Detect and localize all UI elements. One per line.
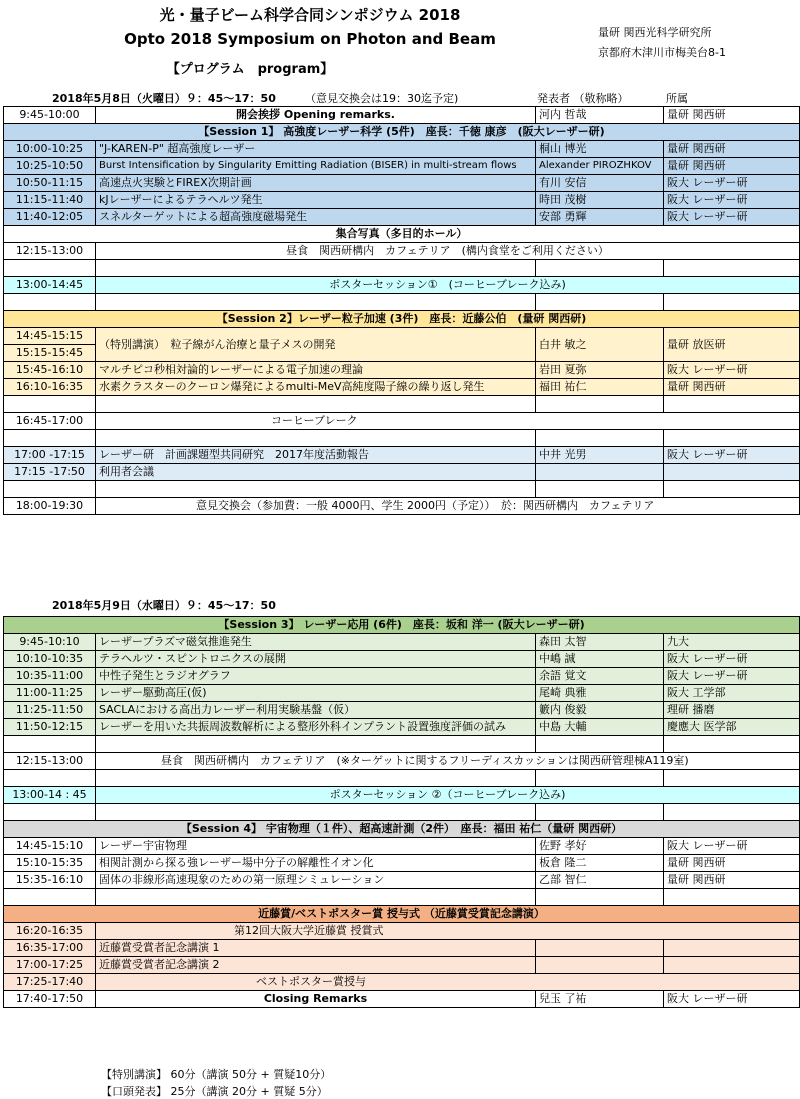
table-row: 14:45-15:15 （特別講演） 粒子線がん治療と量子メスの開発 白井 敏之 量研 放医研 <box>4 328 800 345</box>
blank-row <box>4 770 800 787</box>
table-row: 17:25-17:40 ベストポスター賞授与 <box>4 974 800 991</box>
session3-header: 【Session 3】 レーザー応用 (6件) 座長：坂和 洋一 (阪大レーザー研) <box>4 617 800 634</box>
table-row: 17:00-17:25 近藤賞受賞者記念講演 2 <box>4 957 800 974</box>
table-row: 10:25-10:50 Burst Intensification by Singularity Emitting Radiation (BISER) in multi-stream flows Alexander PIROZHKOV 量研 関西研 <box>4 158 800 175</box>
subtitle: 【プログラム program】 <box>166 62 334 77</box>
session2-header: 【Session 2】レーザー粒子加速 (3件) 座長：近藤公伯 (量研 関西研) <box>4 311 800 328</box>
table-row: 10:35-11:00 中性子発生とラジオグラフ 余語 覚文 阪大 レーザー研 <box>4 668 800 685</box>
group-photo-row: 集合写真（多目的ホール） <box>4 226 800 243</box>
title-jp: 光・量子ビーム科学合同シンポジウム 2018 <box>159 6 461 24</box>
table-row: 11:40-12:05 スネルターゲットによる超高強度磁場発生 安部 勇輝 阪大 レーザー研 <box>4 209 800 226</box>
session1-header: 【Session 1】 高強度レーザー科学 (5件) 座長：千徳 康彦 (阪大レーザー研) <box>4 124 800 141</box>
table-row: 16:10-16:35 水素クラスターのクーロン爆発によるmulti-MeV高純度陽子線の繰り返し発生 福田 祐仁 量研 関西研 <box>4 379 800 396</box>
table-row: 11:25-11:50 SACLAにおける高出力レーザー利用実験基盤（仮） 籔内 俊毅 理研 播磨 <box>4 702 800 719</box>
table-row: 17:15 -17:50 利用者会議 <box>4 464 800 481</box>
table-row: 16:35-17:00 近藤賞受賞者記念講演 1 <box>4 940 800 957</box>
blank-row <box>4 430 800 447</box>
institute-name: 量研 関西光科学研究所 <box>598 26 712 39</box>
table-row: 17:40-17:50 Closing Remarks 兒玉 了祐 阪大 レーザー研 <box>4 991 800 1008</box>
session4-header: 【Session 4】 宇宙物理（１件）、超高速計測（2件） 座長：福田 祐仁（量研 関西研） <box>4 821 800 838</box>
table-row: 11:00-11:25 レーザー駆動高圧(仮) 尾崎 典雅 阪大 工学部 <box>4 685 800 702</box>
table-row: 10:50-11:15 高速点火実験とFIREX次期計画 有川 安信 阪大 レーザー研 <box>4 175 800 192</box>
table-row: 14:45-15:10 レーザー宇宙物理 佐野 孝好 阪大 レーザー研 <box>4 838 800 855</box>
table-row: 17:00 -17:15 レーザー研 計画課題型共同研究 2017年度活動報告 中井 光男 阪大 レーザー研 <box>4 447 800 464</box>
day1-date: 2018年5月8日（火曜日）９：45〜17：50 <box>52 92 276 105</box>
day2-program-table <box>3 616 800 1008</box>
table-row: 11:50-12:15 レーザーを用いた共振周波数解析による整形外科インプラント設置強度評価の試み 中島 大輔 慶應大 医学部 <box>4 719 800 736</box>
title-en: Opto 2018 Symposium on Photon and Beam <box>124 30 496 48</box>
table-row: 11:15-11:40 kJレーザーによるテラヘルツ発生 時田 茂樹 阪大 レーザー研 <box>4 192 800 209</box>
institute-address: 京都府木津川市梅美台8-1 <box>598 46 726 59</box>
blank-row <box>4 396 800 413</box>
note-oral-presentation: 【口頭発表】 25分（講演 20分 + 質疑 5分） <box>101 1085 328 1098</box>
table-row: 18:00-19:30 意見交換会（参加費：一般 4000円、学生 2000円（予定）） 於：関西研構内 カフェテリア <box>4 498 800 515</box>
blank-row <box>4 889 800 906</box>
table-row: 10:00-10:25 "J-KAREN-P" 超高強度レーザー 桐山 博光 量研 関西研 <box>4 141 800 158</box>
table-row: 15:35-16:10 固体の非線形高速現象のための第一原理シミュレーション 乙部 智仁 量研 関西研 <box>4 872 800 889</box>
table-row: 16:20-16:35 第12回大阪大学近藤賞 授賞式 <box>4 923 800 940</box>
table-row: 10:10-10:35 テラヘルツ・スピントロニクスの展開 中嶋 誠 阪大 レーザー研 <box>4 651 800 668</box>
poster-session-row: 13:00-14:45 ポスターセッション① (コーヒーブレーク込み) <box>4 277 800 294</box>
table-row: 12:15-13:00 昼食 関西研構内 カフェテリア (構内食堂をご利用ください） <box>4 243 800 260</box>
table-row: 15:10-15:35 相関計測から探る強レーザー場中分子の解離性イオン化 板倉 隆二 量研 関西研 <box>4 855 800 872</box>
day2-date: 2018年5月9日（水曜日）９：45〜17：50 <box>52 599 276 612</box>
col-presenter: 発表者 （敬称略） <box>537 92 629 105</box>
day1-note: （意見交換会は19：30迄予定) <box>305 92 459 105</box>
poster-session-row: 13:00-14 : 45 ポスターセッション ②（コーヒーブレーク込み) <box>4 787 800 804</box>
table-row: 15:45-16:10 マルチピコ秒相対論的レーザーによる電子加速の理論 岩田 夏弥 阪大 レーザー研 <box>4 362 800 379</box>
table-row: 9:45-10:10 レーザープラズマ磁気推進発生 森田 太智 九大 <box>4 634 800 651</box>
coffee-break-row: 16:45-17:00 コーヒーブレーク <box>4 413 800 430</box>
day1-program-table <box>3 106 800 515</box>
note-special-lecture: 【特別講演】 60分（講演 50分 + 質疑10分） <box>101 1068 332 1081</box>
blank-row <box>4 481 800 498</box>
blank-row <box>4 736 800 753</box>
blank-row <box>4 260 800 277</box>
table-row: 12:15-13:00 昼食 関西研構内 カフェテリア (※ターゲットに関するフリーディスカッションは関西研管理棟A119室) <box>4 753 800 770</box>
table-row: 9:45-10:00 開会挨拶 Opening remarks. 河内 哲哉 量研 関西研 <box>4 107 800 124</box>
blank-row <box>4 294 800 311</box>
blank-row <box>4 804 800 821</box>
col-affiliation: 所属 <box>666 92 688 105</box>
session5-header: 近藤賞/ベストポスター賞 授与式 （近藤賞受賞記念講演） <box>4 906 800 923</box>
table-row: 15:15-15:45 <box>4 345 800 362</box>
